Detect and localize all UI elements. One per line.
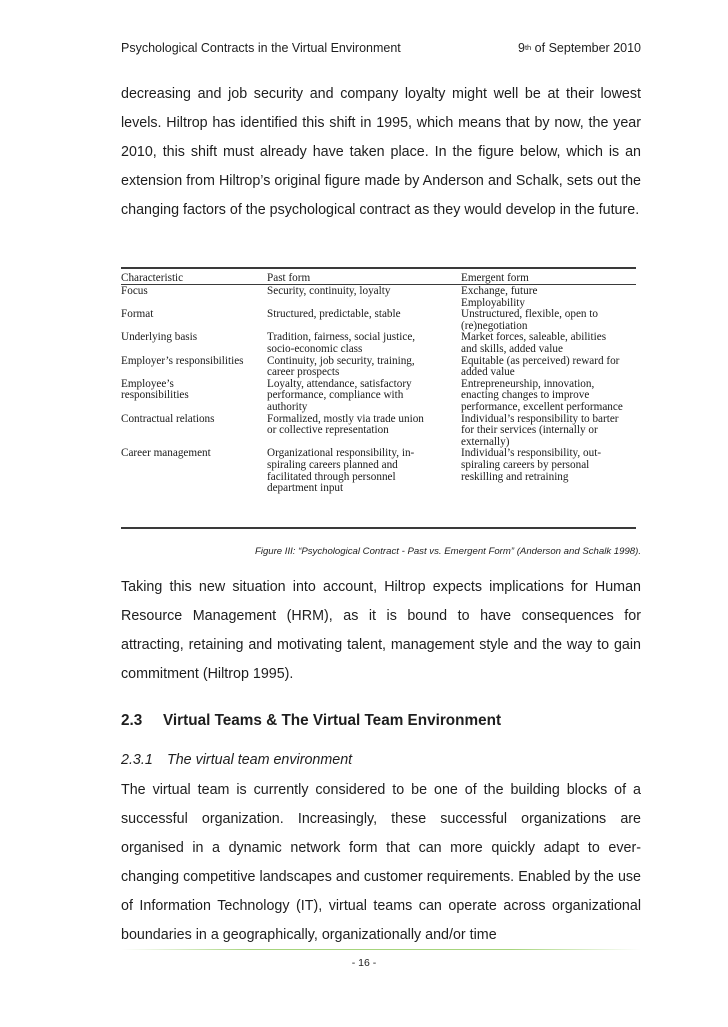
figure-cell-emergent-form: Entrepreneurship, innovation, enacting changes to improve performance, excellent performance [461,377,623,413]
figure-top-rule [121,267,636,269]
figure-cell-past-form: Loyalty, attendance, satisfactory performance, compliance with authority [267,377,412,413]
body-paragraph-3: The virtual team is currently considered to be one of the building blocks of a successful organization. Increasingly, these successful organizations are organised in a dynamic network form that can more quickly adapt to ever-changing competitive landscapes and customer requirements. Enabled by the use of Information Technology (IT), virtual teams can operate across organizational boundaries in a geographically, organizationally and/or time [121,782,641,943]
header-date-suffix: th [524,43,532,52]
figure-row [121,414,636,449]
figure-cell-emergent-form: Exchange, future Employability [461,285,538,309]
figure-cell-characteristic: Employee’s responsibilities [121,377,189,402]
figure-column-header: Past form [267,272,311,284]
figure-row [121,332,636,355]
figure-bottom-rule [121,527,636,529]
figure-cell-past-form: Formalized, mostly via trade union or collective representation [267,412,424,437]
figure-column-header: Emergent form [461,272,529,284]
figure-row [121,286,636,309]
subsection-title: The virtual team environment [167,752,353,768]
page-number: - 16 - [351,957,377,969]
figure-header-row [121,272,636,286]
section-heading [121,712,501,730]
header-title: Psychological Contracts in the Virtual Environment [121,41,401,55]
figure-cell-characteristic: Focus [121,285,148,297]
body-paragraph-2: Taking this new situation into account, Hiltrop expects implications for Human Resource Management (HRM), as it is bound to have consequences for attracting, retaining and motivating talent, management style and the way to gain commitment (Hiltrop 1995). [121,579,641,682]
figure-row [121,379,636,414]
figure-row [121,448,636,494]
figure-table [121,272,636,495]
figure-cell-emergent-form: Individual’s responsibility to barter for their services (internally or externally) [461,412,619,448]
header-date-day: 9 [517,41,525,55]
figure-caption: Figure III: “Psychological Contract - Past vs. Emergent Form” (Anderson and Schalk 1998). [254,546,641,557]
figure-cell-characteristic: Employer’s responsibilities [121,354,244,367]
section-title: Virtual Teams & The Virtual Team Environment [163,712,502,729]
header-date [518,41,641,55]
figure-cell-characteristic: Format [121,308,154,321]
figure-row [121,309,636,332]
figure-cell-emergent-form: Individual’s responsibility, out- spiraling careers by personal reskilling and retraining [461,447,602,483]
figure-cell-emergent-form: Equitable (as perceived) reward for added value [461,354,620,379]
figure-cell-characteristic: Contractual relations [121,412,215,425]
figure-cell-emergent-form: Unstructured, flexible, open to (re)negotiation [461,308,599,332]
figure-cell-past-form: Organizational responsibility, in- spiraling careers planned and facilitated through personnel department input [267,447,415,495]
page-header [121,41,641,57]
figure-column-header: Characteristic [121,272,184,284]
psychological-contract-figure [121,262,636,530]
body-paragraph-1: decreasing and job security and company loyalty might well be at their lowest levels. Hiltrop has identified this shift in 1995, which means that by now, the year 2010, this shift must already have taken place. In the figure below, which is an extension from Hiltrop’s original figure made by Anderson and Schalk, sets out the changing factors of the psychological contract as they would develop in the future. [121,86,641,218]
figure-cell-past-form: Structured, predictable, stable [267,308,401,321]
section-number: 2.3 [121,712,143,729]
header-date-rest: of September 2010 [531,41,641,55]
figure-row [121,356,636,379]
subsection-number: 2.3.1 [121,752,153,768]
subsection-heading [121,752,352,768]
figure-cell-characteristic: Underlying basis [121,331,198,344]
figure-cell-past-form: Continuity, job security, training, career prospects [267,354,415,379]
figure-cell-past-form: Security, continuity, loyalty [267,285,391,297]
figure-cell-emergent-form: Market forces, saleable, abilities and skills, added value [461,331,607,355]
figure-cell-past-form: Tradition, fairness, social justice, socio-economic class [267,331,416,355]
figure-cell-characteristic: Career management [121,447,211,460]
footer-divider [121,949,641,950]
